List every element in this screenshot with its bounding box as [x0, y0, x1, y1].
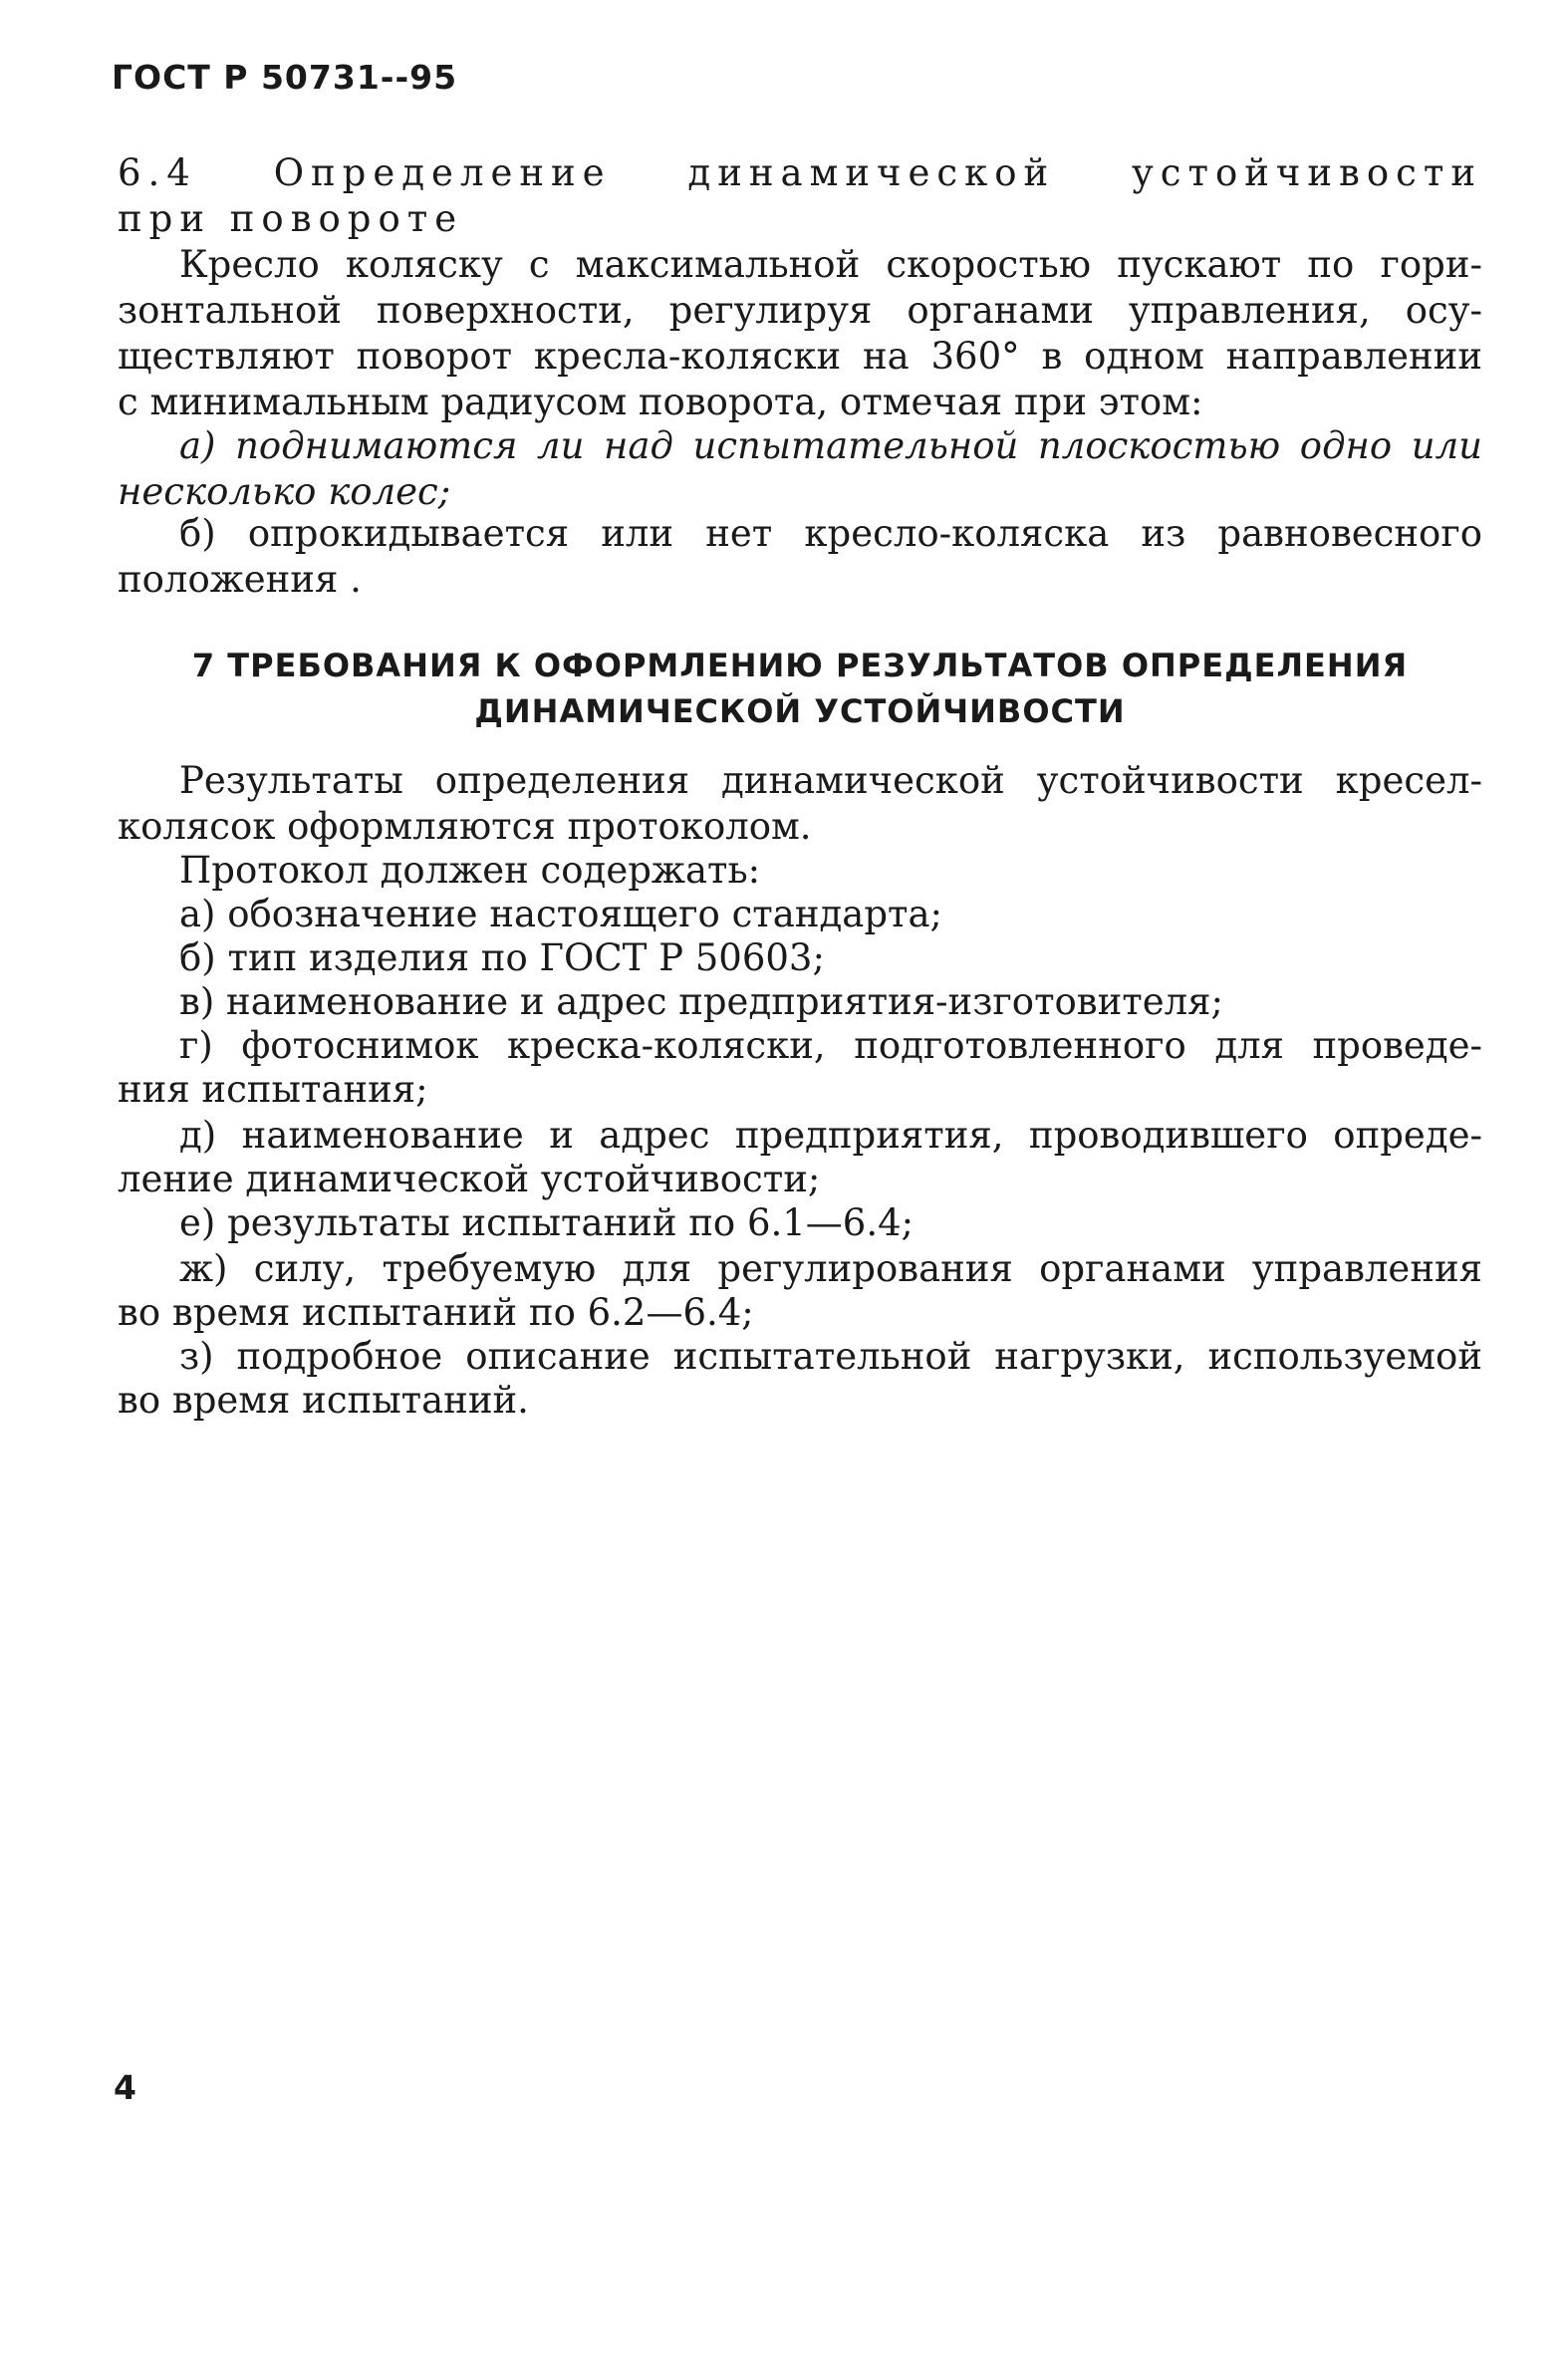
- document-code-header: ГОСТ Р 50731--95: [112, 58, 458, 97]
- protocol-intro: Протокол должен содержать:: [179, 849, 761, 892]
- protocol-item-e: е) результаты испытаний по 6.1—6.4;: [179, 1201, 915, 1244]
- protocol-item-zh-cont: во время испытаний по 6.2—6.4;: [118, 1291, 754, 1334]
- protocol-item-z: з) подробное описание испытательной нагрузки, используемой: [179, 1335, 1482, 1378]
- section-6-4-paragraph-line: ществляют поворот кресла-коляски на 360° в одном направлении: [118, 335, 1482, 378]
- section-6-4-item-b-cont: положения .: [118, 558, 362, 601]
- section-7-intro-line: Результаты определения динамической устойчивости кресел-: [179, 759, 1482, 802]
- section-7-heading-line-1: 7 ТРЕБОВАНИЯ К ОФОРМЛЕНИЮ РЕЗУЛЬТАТОВ ОПРЕДЕЛЕНИЯ: [191, 647, 1409, 684]
- protocol-item-z-cont: во время испытаний.: [118, 1379, 529, 1422]
- protocol-item-a: а) обозначение настоящего стандарта;: [179, 893, 942, 935]
- section-6-4-item-a-cont: несколько колес;: [118, 470, 451, 513]
- section-6-4-item-a: а) поднимаются ли над испытательной плоскостью одно или: [179, 424, 1482, 467]
- page-number: 4: [114, 2068, 136, 2107]
- protocol-item-zh: ж) силу, требуемую для регулирования органами управления: [179, 1247, 1482, 1290]
- section-6-4-title-line-2: при повороте: [118, 197, 464, 240]
- protocol-item-d: д) наименование и адрес предприятия, проводившего опреде-: [179, 1114, 1482, 1157]
- protocol-item-v: в) наименование и адрес предприятия-изготовителя;: [179, 980, 1223, 1023]
- section-6-4-paragraph-line: с минимальным радиусом поворота, отмечая при этом:: [118, 381, 1203, 423]
- section-6-4-paragraph-line: Кресло коляску с максимальной скоростью пускают по гори-: [179, 243, 1482, 286]
- protocol-item-d-cont: ление динамической устойчивости;: [118, 1158, 821, 1200]
- section-6-4-paragraph-line: зонтальной поверхности, регулируя органами управления, осу-: [118, 289, 1482, 332]
- section-6-4-title-line-1: 6.4 Определение динамической устойчивости: [118, 151, 1482, 194]
- protocol-item-g-cont: ния испытания;: [118, 1068, 428, 1111]
- section-7-heading-line-2: ДИНАМИЧЕСКОЙ УСТОЙЧИВОСТИ: [474, 692, 1126, 730]
- protocol-item-g: г) фотоснимок креска-коляски, подготовленного для проведе-: [179, 1024, 1482, 1067]
- protocol-item-b: б) тип изделия по ГОСТ Р 50603;: [179, 936, 825, 979]
- section-6-4-item-b: б) опрокидывается или нет кресло-коляска из равновесного: [179, 512, 1482, 555]
- section-7-intro-line: колясок оформляются протоколом.: [118, 805, 812, 848]
